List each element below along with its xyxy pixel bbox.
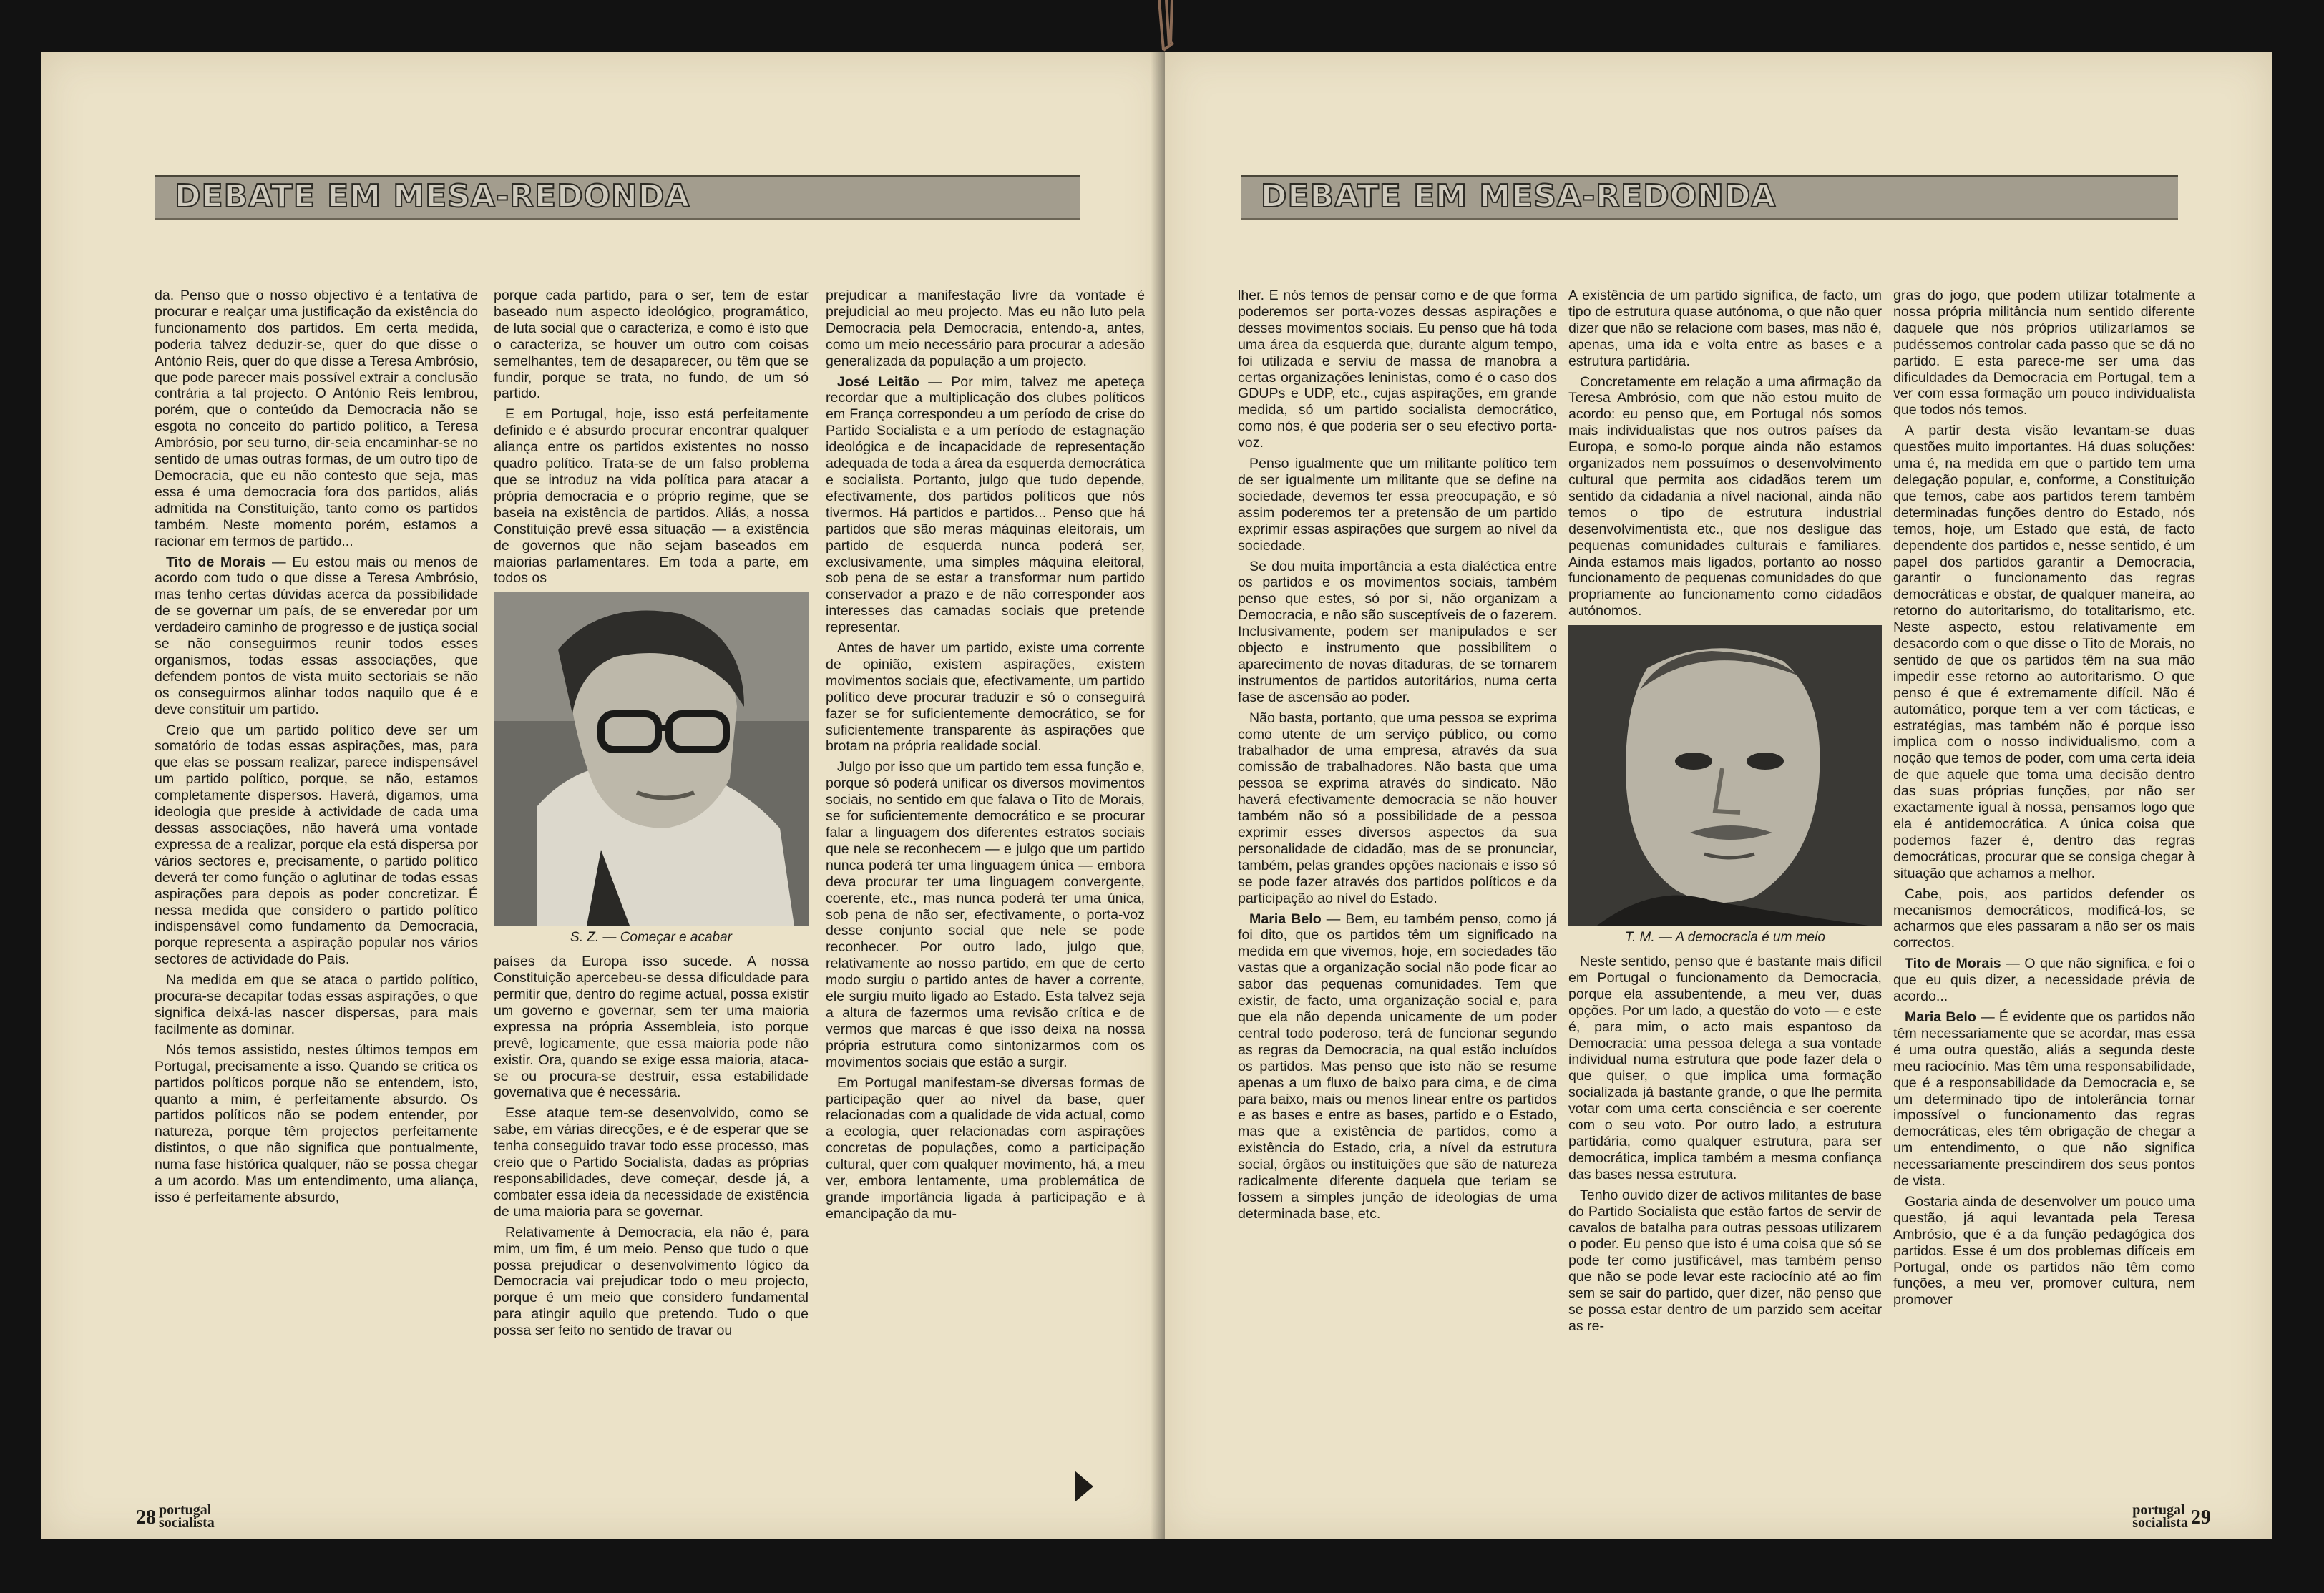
paragraph: Não basta, portanto, que uma pessoa se exprima como utente de um serviço público, ou como trabalhador de uma empresa, através da sua comissão de trabalhadores. Não basta que uma pessoa se exprima através do sindicato. Não haverá efectivamente democracia se não houver também não só a possibilidade de a pessoa exprimir esses diversos aspectos da sua personalidade de cidadão, mas de se pronunciar, também, pelas grandes opções nacionais e isso só se pode fazer através dos partidos políticos e da participação ao nível do Estado. (1238, 710, 1557, 906)
continue-arrow-icon (1075, 1471, 1093, 1502)
speaker-name: Tito de Morais (166, 554, 266, 570)
paragraph: países da Europa isso sucede. A nossa Constituição apercebeu-se dessa dificuldade para permitir que, dentro do regime actual, possa existir um governo e governar, sem ter uma maioria expressa na própria Assembleia, isto porque prevê, logicamente, que essa maioria pode não existir. Ora, quando se exige essa maioria, ataca-se ou procura-se destruir, essa estabilidade governativa que é necessária. (494, 954, 809, 1101)
section-title: DEBATE EM MESA-REDONDA (175, 178, 690, 215)
page-number: 29 (2191, 1506, 2211, 1529)
speaker-text: — O que não significa, e foi o que eu quis dizer, a necessidade prévia de acordo... (1893, 956, 2195, 1005)
paragraph: Na medida em que se ataca o partido político, procura-se decapitar todas essas aspirações, o que significa deixá-las nascer dispersas, para mais facilmente as dominar. (155, 972, 478, 1037)
publication-logo: portugal socialista (159, 1502, 215, 1531)
speaker-paragraph (1238, 911, 1557, 1222)
paragraph: E em Portugal, hoje, isso está perfeitamente definido e é absurdo procurar encontrar qualquer aliança entre os partidos existentes no nosso quadro político. Trata-se de um falso problema que se introduz na vida política para atacar a própria democracia e o próprio regime, que se baseia na existência de partidos. Aliás, a nossa Constituição prevê essa situação — a existência de governos que não sejam baseados em maiorias parlamentares. Em toda a parte, em todos os (494, 406, 809, 587)
speaker-text: — Bem, eu também penso, como já foi dito, que os partidos têm um significado na medida em que vivemos, hoje, em sociedades tão vastas que a organização social não pode ficar ao sabor das pequenas comunidades. Tem que existir, de facto, uma organização social e, para que ela não dependa unicamente de um poder central todo poderoso, terá de funcionar segundo as regras da Democracia, na qual estão incluídos os partidos. Mas penso que isto não se resume apenas a um fluxo de baixo para cima, e de cima para baixo, mais ou menos linear entre os partidos e as bases e entre as bases, partido e o Estado, mas que a existência de partidos, como a existência do Estado, cria, a nível da estrutura social, órgãos ou instituições que são de natureza radicalmente diferente daquela que teriam se fossem a simples junção de ideologias de uma determinada base, etc. (1238, 911, 1557, 1222)
speaker-paragraph (1893, 1009, 2195, 1190)
speaker-paragraph (826, 374, 1145, 637)
right-column-3 (1893, 288, 2195, 1496)
paragraph: porque cada partido, para o ser, tem de estar baseado num aspecto ideológico, programático, de luta social que o caracteriza, e como é isto que o caracteriza, se houver um outro com coisas semelhantes, tem de desaparecer, ou têm que se fundir, porque se trata, no fundo, de um só partido. (494, 288, 809, 402)
paragraph: Neste sentido, penso que é bastante mais difícil em Portugal o funcionamento da Democracia, porque ela assubentende, a meu ver, duas opções. Por um lado, a questão do voto — e este é, para mim, o acto mais espantoso da Democracia: uma pessoa delega a sua vontade individual numa estrutura que pode fazer dela o que quiser, o que implica uma formação socializada já bastante grande, o que lhe permita votar com uma certa consciência e ser coerente com o seu voto. Por outro lado, a estrutura partidária, como qualquer estrutura, para ser democrática, implica também a mesma confiança das bases nessa estrutura. (1568, 954, 1882, 1182)
paragraph: da. Penso que o nosso objectivo é a tentativa de procurar e realçar uma justificação da existência do funcionamento dos partidos. Em certa medida, poderia talvez deduzir-se, quer do que disse o António Reis, quer do que disse a Teresa Ambrósio, que pode parecer mais possível extrair a conclusão contrária a tal projecto. O António Reis lembrou, porém, que o conteúdo da Democracia não se esgota no conceito do partido político, a Teresa Ambrósio, por seu turno, dir-seia encaminhar-se no sentido de umas outras formas, de um outro tipo de Democracia, que eu não contesto que seja, mas essa é uma democracia fora dos partidos, aliás admitida na Constituição, tanto como os partidos também. Neste momento porém, estamos a racionar em termos de partido... (155, 288, 478, 549)
paragraph: Julgo por isso que um partido tem essa função e, porque só poderá unificar os diversos movimentos sociais, no sentido em que falava o Tito de Morais, se for suficientemente democrático e se procurar falar a linguagem dos diferentes estratos sociais que nele se reconhecem — e julgo que um partido nunca poderá ter uma linguagem única — embora deva procurar ter uma linguagem convergente, coerente, etc., mas nunca poderá ter uma única, sob pena de não ser, efectivamente, o porta-voz desse conjunto social que nele se pode reconhecer. Por outro lado, julgo que, relativamente ao nosso partido, em que de certo modo surgiu o partido antes de haver a corrente, ele surgiu muito ligado ao Estado. Esta talvez seja a altura de fazermos uma revisão crítica e de vermos que marcas é que isso deixa na nossa própria estrutura como sintonizarmos com os movimentos sociais que estão a surgir. (826, 759, 1145, 1070)
portrait-older-man (1568, 625, 1882, 926)
left-column-2 (494, 288, 809, 1496)
portrait-man-glasses (494, 592, 809, 926)
paragraph: Nós temos assistido, nestes últimos tempos em Portugal, precisamente a isso. Quando se critica os partidos políticos porque não se entendem, isto, quanto a mim, é perfeitamente absurdo. Os partidos políticos não se podem entender, por natureza, porque têm projectos perfeitamente distintos, o que não significa que pontualmente, numa fase histórica qualquer, não se possa chegar a um acordo. Mas um entendimento, uma aliança, isso é perfeitamente absurdo, (155, 1041, 478, 1205)
speaker-paragraph (1893, 956, 2195, 1005)
right-page (1165, 52, 2272, 1539)
left-page (42, 52, 1166, 1539)
section-header-left (155, 175, 1080, 220)
paragraph: prejudicar a manifestação livre da vontade é prejudicial ao meu projecto. Mas eu não luto pela Democracia pela Democracia, entendo-a, antes, como um meio necessário para procurar a adesão generalizada da população a um projecto. (826, 288, 1145, 369)
photo-caption: S. Z. — Começar e acabar (570, 930, 732, 946)
folio-right (2132, 1504, 2211, 1529)
photo-tm (1568, 625, 1882, 926)
right-column-2 (1568, 288, 1882, 1496)
photo-caption: T. M. — A democracia é um meio (1625, 930, 1825, 946)
paragraph: Se dou muita importância a esta dialéctica entre os partidos e os movimentos sociais, também penso que estes, só por si, não organizam a Democracia, e não são susceptíveis de o fazerem. Inclusivamente, podem ser manipulados e ser objecto e instrumento que possibilitem o aparecimento de novas ditaduras, de se tornarem instrumentos de partidos autoritários, numa certa fase de ascensão ao poder. (1238, 558, 1557, 705)
paragraph: lher. E nós temos de pensar como e de que forma poderemos ser porta-vozes dessas aspirações e desses movimentos sociais. Eu penso que há toda uma área da esquerda que, durante algum tempo, foi utilizada e serviu de massa de manobra a certas organizações leninistas, como é o caso dos GDUPs e UDP, etc., cujas aspirações, em grande medida, só um partido socialista democrático, como nós, é que poderia ser o seu efectivo porta-voz. (1238, 288, 1557, 451)
left-column-1 (155, 288, 478, 1496)
paragraph: gras do jogo, que podem utilizar totalmente a nossa própria militância num sentido diferente daquele que nós próprios utilizaríamos se pudéssemos controlar cada passo que se dá no partido. E esta parece-me ser uma das dificuldades da Democracia em Portugal, tem a ver com essa formação um pouco individualista que todos nós temos. (1893, 288, 2195, 418)
paragraph: Antes de haver um partido, existe uma corrente de opinião, existem aspirações, existem movimentos sociais que, efectivamente, um partido político deve procurar traduzir e só o conseguirá fazer se for suficientemente democrático, se for suficientemente transparente às aspirações que brotam na própria realidade social. (826, 640, 1145, 755)
paragraph: Relativamente à Democracia, ela não é, para mim, um fim, é um meio. Penso que tudo o que possa prejudicar o desenvolvimento lógico da Democracia vai prejudicar todo o meu projecto, porque é um meio que considero fundamental para atingir aquilo que pretendo. Tudo o que possa ser feito no sentido de travar ou (494, 1224, 809, 1339)
paragraph: Tenho ouvido dizer de activos militantes de base do Partido Socialista que estão fartos de servir de cavalos de batalha para outras pessoas utilizarem o poder. Eu penso que isto é uma coisa que só se pode ter como justificável, mas também penso que não se pode levar este raciocínio até ao fim sem se sair do partido, quer dizer, não penso que se possa estar dentro de um parzido sem aceitar as re- (1568, 1187, 1882, 1334)
publication-logo: portugal socialista (2132, 1502, 2188, 1531)
paragraph: Creio que um partido político deve ser um somatório de todas essas aspirações, mas, para que elas se possam realizar, parece indispensável um partido político, porque, se não, estamos completamente dispersos. Haverá, digamos, uma ideologia que preside à actividade de cada uma dessas associações, não haverá uma vontade expressa de a realizar, porque ela está dispersa por vários sectores e, precisamente, o partido político deverá ter como função o aglutinar de todas essas aspirações para depois as poder concretizar. É nessa medida que considero o partido político indispensável como fundamento da Democracia, porque representa a aspiração popular nos vários sectores de actividade do País. (155, 722, 478, 968)
paragraph: Concretamente em relação a uma afirmação da Teresa Ambrósio, com que não estou muito de acordo: eu penso que, em Portugal nós somos mais individualistas que nos outros países da Europa, e somo-lo porque ainda não estamos organizados nem possuímos o desenvolvimento cultural que permita aos cidadãos terem um sentido da cidadania a nível nacional, ainda não temos o tipo de estrutura industrial desenvolvimentista etc., que nos desligue das pequenas comunidades culturais e familiares. Ainda estamos mais ligados, portanto ao nosso funcionamento de pequenas comunidades do que propriamente ao funcionamento como cidadãos autónomos. (1568, 373, 1882, 619)
speaker-text: — É evidente que os partidos não têm necessariamente que se acordar, mas essa é uma outra questão, aliás a segunda deste meu raciocínio. Mas têm uma responsabilidade, que é a responsabilidade da Democracia e, se um determinado tipo de intolerância tornar impossível o funcionamento das regras democráticas, eles têm obrigação de chegar a um entendimento, o que não significa necessariamente prescindirem dos seus pontos de vista. (1893, 1009, 2195, 1190)
paragraph: Esse ataque tem-se desenvolvido, como se sabe, em várias direcções, e é de esperar que se tenha conseguido travar todo esse processo, mas creio que o Partido Socialista, dadas as próprias responsabilidades, deve começar, desde já, a combater essa ideia da necessidade de existência de uma maioria para se governar. (494, 1105, 809, 1220)
speaker-name: José Leitão (837, 373, 919, 390)
page-number: 28 (136, 1506, 156, 1529)
paragraph: Em Portugal manifestam-se diversas formas de participação quer ao nível da base, quer relacionadas com a qualidade de vida actual, como a ecologia, quer relacionadas com aspirações concretas de populações, como a participação cultural, quer com qualquer movimento, há, a meu ver, embora lentamente, uma problemática de grande importância ligada à participação e à emancipação da mu- (826, 1074, 1145, 1222)
section-title: DEBATE EM MESA-REDONDA (1261, 178, 1777, 215)
paragraph: Gostaria ainda de desenvolver um pouco uma questão, já aqui levantada pela Teresa Ambrósio, que é a da função pedagógica dos partidos. Esse é um dos problemas difíceis em Portugal, onde os partidos não têm como funções, a meu ver, promover cultura, nem promover (1893, 1193, 2195, 1308)
speaker-name: Maria Belo (1905, 1009, 1976, 1025)
speaker-paragraph (155, 554, 478, 718)
left-column-3 (826, 288, 1145, 1496)
folio-left (136, 1504, 215, 1529)
paragraph: A partir desta visão levantam-se duas questões muito importantes. Há duas soluções: uma é, na medida em que o partido tem uma delegação popular, e, conforme, a Constituição que temos, cabe aos partidos terem também determinadas funções dentro do Estado, nós temos, hoje, um Estado que está, de facto dependente dos partidos e, nesse sentido, é um papel dos partidos garantir a Democracia, garantir o funcionamento das regras democráticas e obstar, de qualquer maneira, ao retorno do autoritarismo, do totalitarismo, etc. Neste aspecto, estou relativamente em desacordo com o que disse o Tito de Morais, no sentido de que os partidos têm na sua mão impedir esse retorno ao autoritarismo. O que penso é que é extremamente difícil. Não é automático, porque tem a ver com tácticas, e estratégias, mas também não é porque isso implica com o nosso individualismo, com a noção que temos de poder, com uma certa ideia de que aquele que toma uma decisão dentro das suas próprias funções, por não ser exactamente igual à nossa, pensamos logo que ela é antidemocrática. A única coisa que podemos fazer é, dentro das regras democráticas, procurar que se consiga chegar à situação que achamos a melhor. (1893, 423, 2195, 881)
speaker-text: — Eu estou mais ou menos de acordo com tudo o que disse a Teresa Ambrósio, mas tenho certas dúvidas acerca da possibilidade de se governar um país, de se enveredar por um verdadeiro caminho de progresso e de justiça social se não conseguirmos reunir todos esses organismos, todas essas associações, que defendem pontos de vista muito sectoriais se não os conseguirmos alinhar todos naquilo que é e deve constituir um partido. (155, 554, 478, 717)
speaker-name: Tito de Morais (1905, 956, 2001, 972)
photo-sz (494, 592, 809, 926)
speaker-name: Maria Belo (1249, 911, 1322, 927)
paragraph: A existência de um partido significa, de facto, um tipo de estrutura quase autónoma, o que não quer dizer que não se relacione com bases, mas não é, apenas, uma ida e volta entre as bases e a estrutura partidária. (1568, 288, 1882, 369)
paragraph: Cabe, pois, aos partidos defender os mecanismos democráticos, modificá-los, se acharmos que eles passaram a não ser os mais correctos. (1893, 886, 2195, 951)
section-header-right (1241, 175, 2178, 220)
speaker-text: — Por mim, talvez me apeteça recordar que a multiplicação dos clubes políticos em França correspondeu a um período de crise do Partido Socialista e a um período de estagnação ideológica e de incapacidade de representação adequada de toda a área da esquerda democrática e socialista. Portanto, julgo que tudo depende, efectivamente, dos partidos políticos que nós tivermos. Há partidos e partidos... Penso que há partidos que são meras máquinas eleitorais, um partido de esquerda nunca poderá ser, exclusivamente, uma simples máquina eleitoral, sob pena de se estar a transformar num partido conservador a prazo e de não corresponder aos interesses das camadas sociais que pretende representar. (826, 373, 1145, 636)
right-column-1 (1238, 288, 1557, 1496)
paragraph: Penso igualmente que um militante político tem de ser igualmente um militante que se define na sociedade, devemos ter essa preocupação, e só assim poderemos ter a pretensão de um partido exprimir essas aspirações que surgem ao nível da sociedade. (1238, 456, 1557, 554)
